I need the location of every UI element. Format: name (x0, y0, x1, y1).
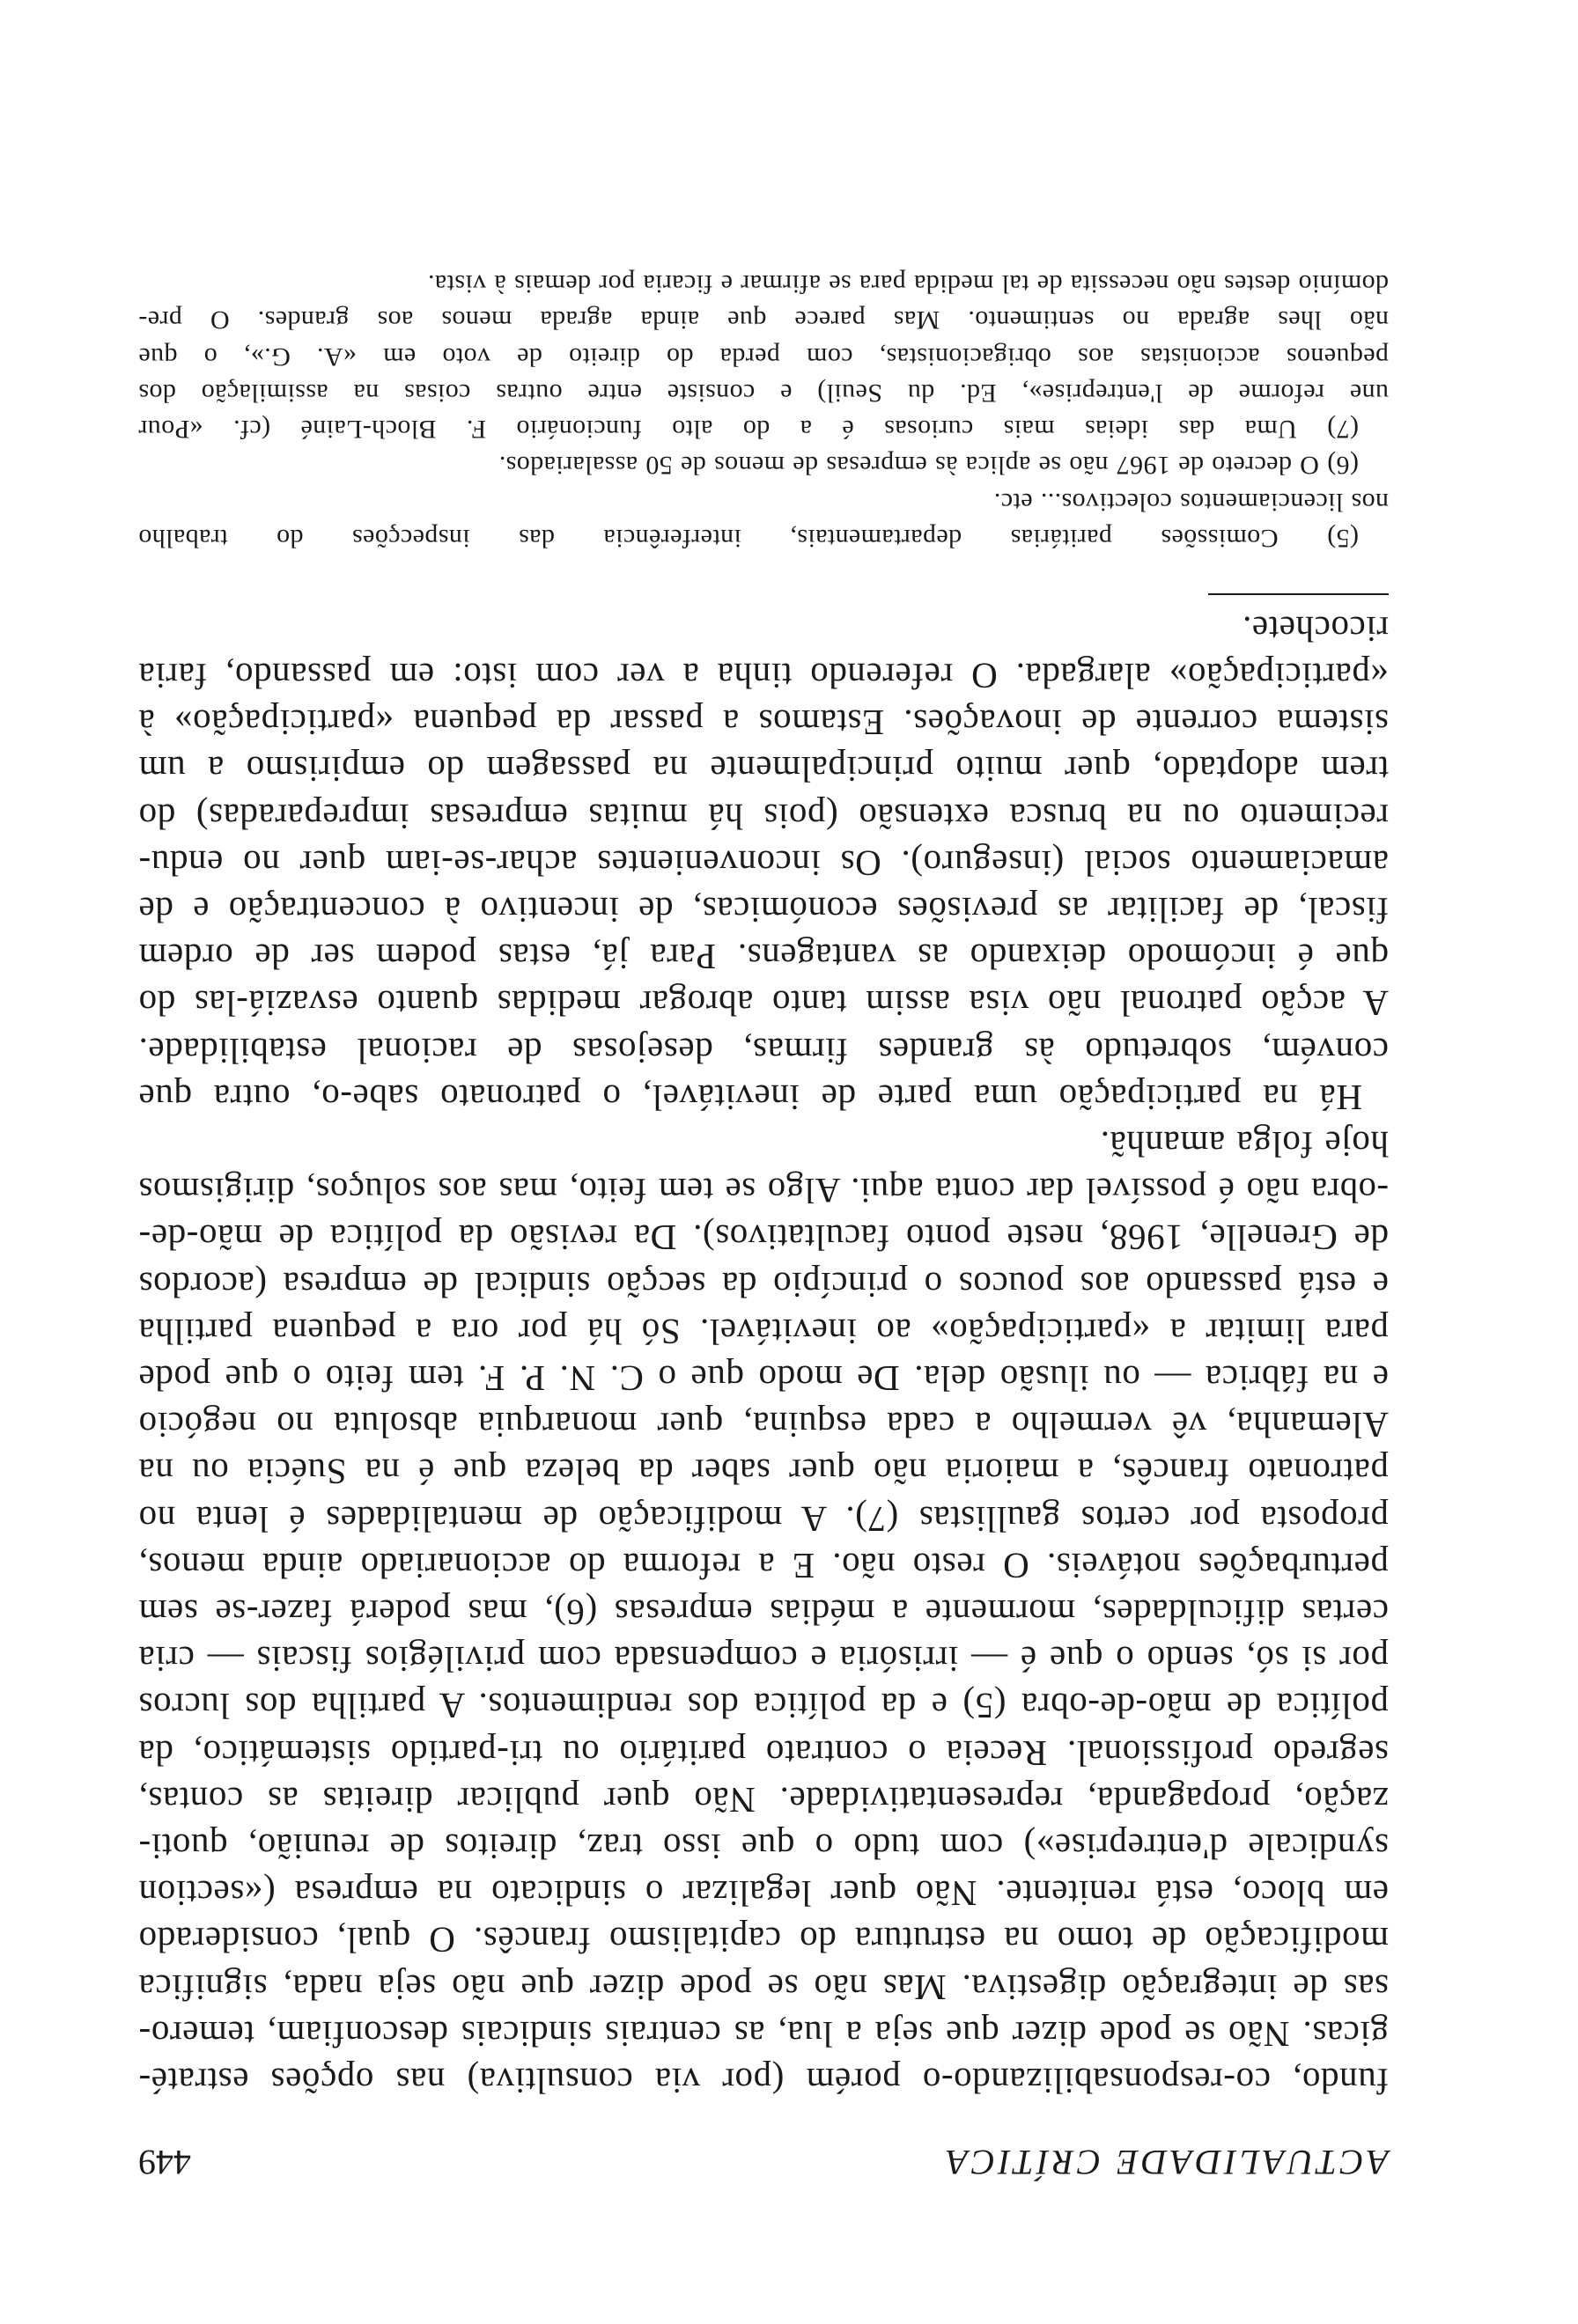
body-line: em bloco, está renitente. Não quer legalizar o sindicato na empresa («section (138, 1873, 1389, 1915)
running-title: ACTUALIDADE CRÍTICA (943, 2143, 1389, 2182)
body-line: ricochete. (1242, 608, 1389, 650)
footnote-line: não lhes agrada no sentimento. Mas parece que ainda agrada menos aos grandes. O pre- (138, 305, 1389, 335)
body-line: sas de integração digestiva. Mas não se pode dizer que não seja nada, significa (138, 1967, 1389, 2008)
body-line: e na fábrica — ou ilusão dela. De modo que o C. N. P. F. tem feito o que pode (138, 1357, 1389, 1399)
body-line: e está passando aos poucos o princípio da secção sindical de empresa (acordos (138, 1264, 1389, 1305)
footnote-line: pequenos accionistas aos obrigacionistas, com perda do direito de voto em «A. G.», o que (138, 342, 1389, 371)
footnote-line: (7) Uma das ideias mais curiosas é a do alto funcionário F. Bloch-Lainé (cf. «Pour (138, 415, 1359, 445)
body-line: hoje folga amanhã. (1100, 1123, 1389, 1165)
running-header (138, 2142, 1389, 2183)
body-line: de Grenelle, 1968, neste ponto facultativos). Da revisão da política de mão-de- (138, 1217, 1389, 1259)
body-line: -obra não é possível dar conta aqui. Algo se tem feito, mas aos soluços, dirigismos (138, 1171, 1389, 1211)
body-line: certas dificuldades, mormente a médias empresas (6), mas poderá fazer-se sem (138, 1592, 1389, 1633)
body-line: «participação» alargada. O referendo tinha a ver com isto: em passando, faria (138, 655, 1389, 696)
body-line: recimento ou na brusca extensão (pois há muitas empresas impreparadas) do (138, 796, 1389, 837)
body-line: perturbações notáveis. O resto não. E a reforma do accionariado ainda menos, (138, 1545, 1389, 1586)
body-text (138, 606, 1389, 2105)
body-line: amaciamento social (inseguro). Os inconvenientes achar-se-iam quer no endu- (138, 842, 1389, 884)
body-line: patronato francês, a maioria não quer saber da beleza que é na Suécia ou na (138, 1452, 1389, 1493)
footnote-line: nos licenciamentos colectivos... etc. (993, 487, 1389, 517)
body-line: fundo, co-responsabilizando-o porém (por via consultiva) nas opções estraté- (138, 2061, 1389, 2101)
body-line: para limitar a «participação» ao inevitável. Só há por ora a pequena partilha (138, 1311, 1389, 1352)
page-number: 449 (138, 2143, 191, 2182)
body-line: trem adoptado, quer muito principalmente na passagem do empirismo a um (138, 749, 1389, 791)
body-line: Alemanha, vê vermelho a cada esquina, quer monarquia absoluta no negócio (138, 1405, 1389, 1446)
footnote-line: une reforme de l'entreprise», Ed. du Seuil) e consiste entre outras coisas na assimilação dos (138, 378, 1389, 408)
body-line: zação, propaganda, representatividade. Não quer publicar direitas as contas, (138, 1779, 1389, 1820)
footnote-line: domínio destes não necessita de tal medida para se afirmar e ficaria por demais à vista. (427, 268, 1389, 298)
footnotes (138, 266, 1389, 556)
body-line: convém, sobretudo às grandes firmas, desejosas de racional estabilidade. (138, 1030, 1389, 1071)
footnote-line: (5) Comissões paritárias departamentais, interferência das inspecções do trabalho (138, 524, 1359, 553)
body-line: syndicale d'entreprise») com tudo o que isso traz, direitos de reunião, quoti- (138, 1826, 1389, 1867)
body-line: gicas. Não se pode dizer que seja a lua, as centrais sindicais desconfiam, temero- (138, 2013, 1389, 2055)
body-line: que é incómodo deixando as vantagens. Para já, estas podem ser de ordem (138, 937, 1389, 978)
body-line: proposta por certos gaullistas (7). A modificação de mentalidades é lenta no (138, 1498, 1389, 1540)
body-line: política de mão-de-obra (5) e da política dos rendimentos. A partilha dos lucros (138, 1686, 1389, 1727)
footnote-divider (1208, 593, 1389, 595)
body-line: A acção patronal não visa assim tanto abrogar medidas quanto esvaziá-las do (138, 983, 1389, 1025)
footnote-line: (6) O decreto de 1967 não se aplica às empresas de menos de 50 assalariados. (498, 451, 1359, 481)
body-line: modificação de tomo na estrutura do capitalismo francês. O qual, considerado (138, 1920, 1389, 1961)
body-line: segredo profissional. Receia o contrato paritário ou tri-partido sistemático, da (138, 1732, 1389, 1774)
body-line: fiscal, de facilitar as previsões económicas, de incentivo à concentração e de (138, 889, 1389, 930)
body-line: por si só, sendo o que é — irrisória e compensada com privilégios fiscais — cria (138, 1639, 1389, 1680)
body-line: sistema corrente de inovações. Estamos a passar da pequena «participação» à (138, 702, 1389, 744)
body-line: Há na participação uma parte de inevitável, o patronato sabe-o, outra que (138, 1077, 1362, 1118)
